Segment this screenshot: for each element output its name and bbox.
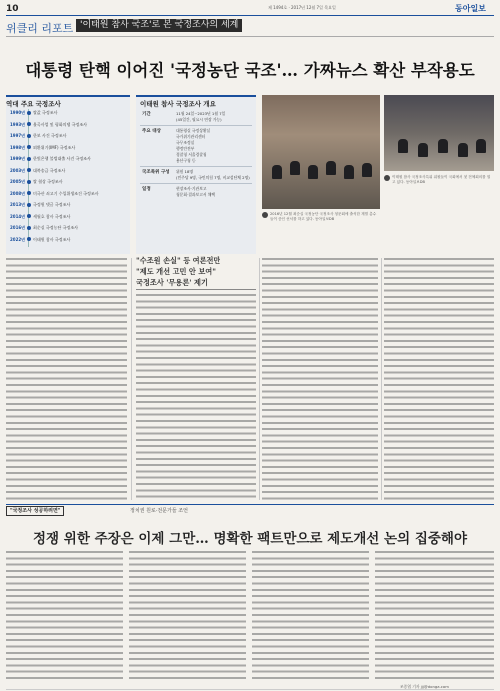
bottom-column-1	[6, 551, 123, 681]
timeline-text: 최순실 국정농단 국정조사	[33, 225, 79, 230]
info-row-text: 경찰청 서울경찰청	[176, 152, 207, 157]
byline: 조종엽 기자 jjj@donga.com	[400, 684, 449, 689]
timeline-dot	[27, 226, 31, 230]
bottom-headline: 정쟁 위한 주장은 이제 그만… 명확한 팩트만으로 제도개선 논의 집중해야	[33, 531, 467, 547]
article-column-3	[262, 258, 378, 500]
article-column-4	[384, 258, 494, 500]
pull-quote-line-3: 국정조사 '무용론' 제기	[136, 278, 208, 287]
pull-quote-rule	[136, 289, 256, 290]
caption-marker-2	[384, 175, 390, 181]
photo-caption-1: 2016년 12월 최순실 국정농단 국정조사 청문회에 출석한 재벌 총수들이 증인 선서를 하고 있다. 동아일보DB	[270, 212, 377, 221]
timeline-dot	[27, 180, 31, 184]
timeline-dot	[27, 237, 31, 241]
timeline-text: 미국산 쇠고기 수입위생조건 국정조사	[33, 190, 99, 196]
pull-quote-line-1: "수조원 손실" 등 여론전만	[136, 256, 221, 265]
section-badge: '이태원 참사 국조'로 본 국정조사의 세계	[76, 19, 242, 32]
info-row-text: 현장조사·기관보고	[176, 186, 207, 191]
page-edge	[6, 689, 494, 690]
timeline-text: 한보 사건 국정조사	[33, 133, 67, 138]
bottom-rule	[6, 504, 494, 505]
timeline-text: 이태원 참사 국정조사	[33, 236, 71, 242]
bottom-column-4	[375, 551, 494, 679]
column-divider	[259, 258, 260, 500]
timeline-year: 1999년	[10, 156, 25, 161]
info-row-text: 청문회·결과보고서 채택	[176, 192, 216, 197]
bottom-column-2	[129, 551, 246, 681]
timeline-text: 세월호 참사 국정조사	[33, 213, 71, 219]
article-column-2	[136, 294, 256, 500]
timeline-year: 2005년	[10, 179, 25, 184]
hearing-photo	[262, 95, 380, 209]
photo-caption-2: 이태원 참사 국정조사특위 위원들이 국회에서 첫 전체회의를 열고 있다. 동아일보DB	[392, 175, 491, 184]
timeline-year: 1998년	[10, 144, 25, 150]
timeline-year: 1993년	[10, 121, 25, 127]
timeline-text: 쌀값 국정조사	[33, 110, 58, 115]
timeline-text: 외환위기(IMF) 국정조사	[33, 144, 76, 150]
timeline-text: 율곡사업 및 평화의댐 국정조사	[33, 121, 88, 127]
timeline-dot	[27, 168, 31, 172]
info-row-text: 국가위기관리센터	[176, 134, 206, 139]
timeline-dot	[27, 203, 31, 207]
bottom-label: "국정조사 성공하려면"	[6, 506, 64, 516]
info-row-text: 용산구청 등	[176, 158, 196, 163]
timeline-text: 국정원 댓글 국정조사	[33, 202, 71, 207]
committee-photo	[384, 95, 494, 171]
info-row-separator	[140, 183, 252, 184]
info-box-title: 이태원 참사 국정조사 개요	[140, 100, 216, 108]
info-row-text: (45일간, 필요시 연장 가능)	[176, 117, 222, 122]
page-number: 10	[6, 4, 19, 14]
publication-info: 제 1494호 · 2017년 12월 7일 목요일	[268, 5, 336, 10]
timeline-year: 2014년	[10, 213, 25, 219]
timeline-year: 2013년	[10, 202, 25, 207]
timeline-dot	[27, 122, 31, 126]
article-column-1	[6, 258, 127, 500]
caption-marker-1	[262, 212, 268, 218]
timeline-text: 한빛은행 불법대출 사건 국정조사	[33, 156, 91, 161]
info-row-label: 기간	[142, 112, 151, 117]
info-row-text: 11월 24일~2023년 1월 7일	[176, 111, 226, 116]
timeline-year: 2016년	[10, 225, 25, 230]
timeline-dot	[27, 214, 31, 218]
info-row-label: 일정	[142, 187, 151, 192]
newspaper-logo: 동아일보	[455, 4, 486, 13]
main-headline: 대통령 탄핵 이어진 '국정농단 국조'… 가짜뉴스 확산 부작용도	[25, 61, 475, 80]
timeline-year: 2022년	[10, 236, 25, 242]
header-rule	[6, 15, 494, 16]
timeline-dot	[27, 191, 31, 195]
section-label: 위클리 리포트	[6, 22, 74, 35]
timeline-year: 2008년	[10, 190, 25, 196]
info-row-text: (민주당 9명, 국민의힘 7명, 비교섭단체 2명)	[176, 175, 250, 180]
timeline-year: 1990년	[10, 110, 25, 115]
info-row-separator	[140, 166, 252, 167]
timeline-dot	[27, 157, 31, 161]
info-row-text: 위원 18명	[176, 169, 194, 174]
timeline-year: 2003년	[10, 167, 25, 173]
info-row-separator	[140, 125, 252, 126]
bottom-column-3	[252, 551, 369, 681]
info-row-label: 주요 대상	[142, 129, 161, 134]
section-rule	[6, 36, 494, 37]
timeline-year: 1997년	[10, 133, 25, 138]
info-row-label: 국조특위 구성	[142, 170, 170, 175]
column-divider	[131, 258, 132, 500]
bottom-sublabel: 정치권 원로·전문가들 조언	[130, 508, 188, 514]
pull-quote-line-2: "제도 개선 고민 안 보여"	[136, 267, 216, 276]
column-divider	[381, 258, 382, 500]
timeline-text: 쌀 협상 국정조사	[33, 179, 63, 184]
info-row-text: 국무조정실	[176, 140, 195, 145]
timeline-dot	[27, 111, 31, 115]
info-row-text: 행정안전부	[176, 146, 195, 151]
info-row-text: 대통령실 국정상황실	[176, 128, 211, 133]
timeline-dot	[27, 134, 31, 138]
timeline-dot	[27, 145, 31, 149]
timeline-title: 역대 주요 국정조사	[6, 100, 61, 108]
timeline-text: 대북송금 국정조사	[33, 167, 66, 173]
